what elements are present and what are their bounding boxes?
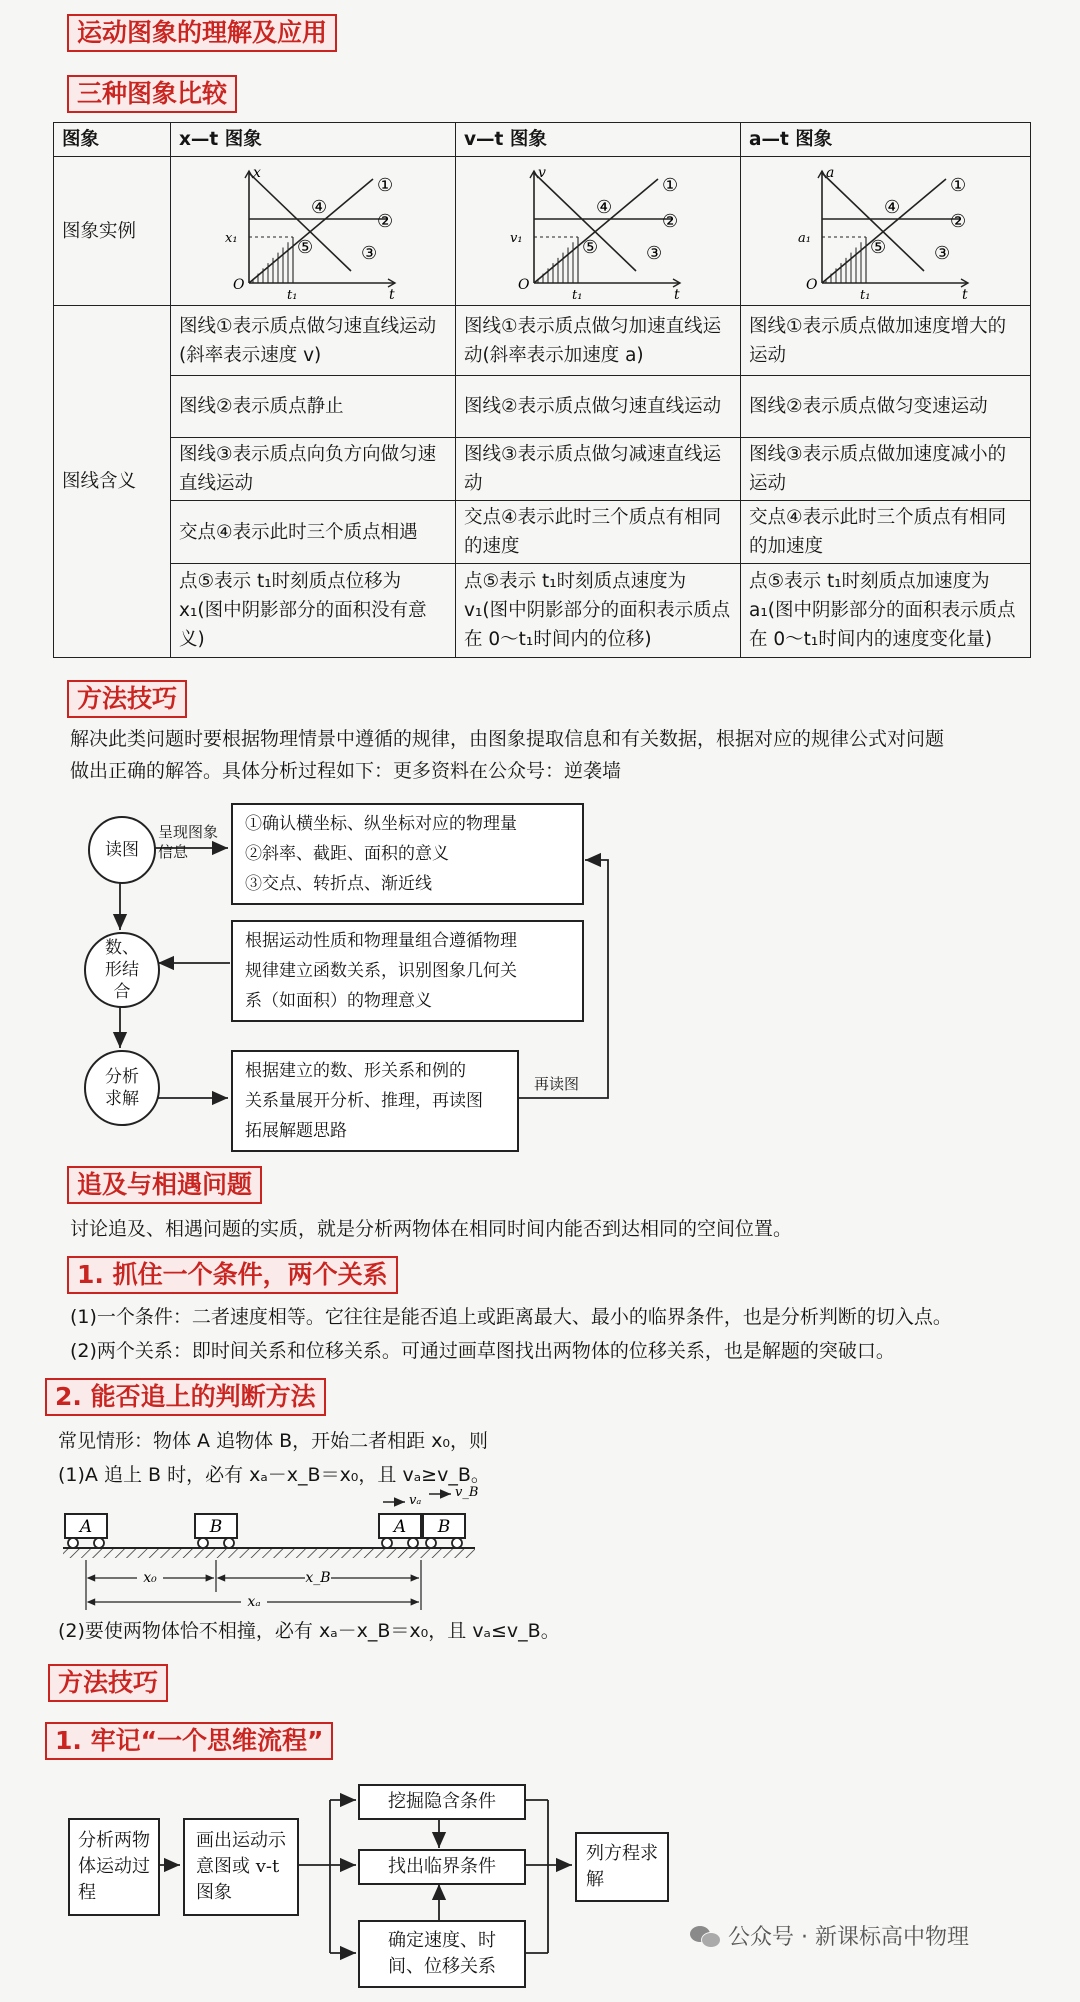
flow2-step-label: 确定速度、时间、位移关系 (388, 1930, 496, 1977)
flow2-step-label: 分析两物体运动过程 (78, 1830, 150, 1903)
cart-label: B (209, 1517, 223, 1537)
flow-step-label: 数、形结合 (105, 938, 139, 1002)
chase-diagram (55, 1482, 495, 1622)
flow2-step-hidden (358, 1784, 526, 1820)
compare-heading: 三种图象比较 (67, 75, 237, 113)
line-mark: ⑤ (869, 237, 886, 258)
watermark (690, 1920, 969, 1951)
chase-heading: 追及与相遇问题 (67, 1166, 262, 1204)
table-cell: 交点④表示此时三个质点有相同的加速度 (741, 501, 1031, 564)
chase-point: (2)两个关系：即时间关系和位移关系。可通过画草图找出两物体的位移关系，也是解题的突破口。 (70, 1340, 895, 1362)
value-label: v₁ (510, 231, 523, 246)
comparison-table (53, 122, 1031, 658)
graph-cell (171, 157, 456, 306)
table-cell: 点⑤表示 t₁时刻质点速度为 v₁(图中阴影部分的面积表示质点在 0～t₁时间内的位移) (456, 564, 741, 658)
table-row (54, 564, 1031, 658)
time-label: t₁ (287, 288, 298, 301)
flow-box-line: 关系量展开分析、推理，再读图 (245, 1091, 483, 1111)
thinking-flow-heading: 1. 牢记“一个思维流程” (45, 1722, 333, 1760)
cart-label: B (437, 1517, 451, 1537)
axis-label: v (538, 165, 546, 181)
table-header-row (54, 123, 1031, 157)
graph-line-1 (249, 179, 373, 283)
flow-box-line: 系（如面积）的物理意义 (245, 991, 432, 1011)
cart-a-end (379, 1514, 421, 1548)
row-label-meaning: 图线含义 (54, 306, 171, 658)
flow2-step-analyze (68, 1818, 160, 1916)
flow2-step-relations (358, 1920, 526, 1988)
line-mark: ② (377, 211, 394, 232)
chase-intro: 讨论追及、相遇问题的实质，就是分析两物体在相同时间内能否到达相同的空间位置。 (70, 1218, 793, 1240)
flow-box-solve (231, 1050, 519, 1152)
flow-box-read (231, 803, 584, 905)
flow-step-combine (84, 932, 160, 1008)
velocity-a-label: vₐ (409, 1493, 422, 1508)
chase-sub1-heading: 1. 抓住一个条件，两个关系 (67, 1256, 398, 1294)
axis-label: t (674, 287, 680, 301)
cart-b-end (423, 1514, 465, 1548)
table-row-examples (54, 157, 1031, 306)
line-mark: ① (662, 175, 679, 196)
flow2-step-label: 挖掘隐含条件 (388, 1791, 496, 1812)
line-mark: ④ (311, 197, 328, 218)
flow-box-line: ②斜率、截距、面积的意义 (245, 844, 449, 864)
flow-box-line: ③交点、转折点、渐近线 (245, 874, 432, 894)
chase-sub2-heading: 2. 能否追上的判断方法 (45, 1378, 326, 1416)
line-mark: ② (949, 211, 966, 232)
table-cell: 图线①表示质点做匀速直线运动(斜率表示速度 v) (171, 306, 456, 376)
watermark-text: 公众号 · 新课标高中物理 (728, 1925, 969, 1950)
axis-label: t (961, 287, 968, 301)
line-mark: ① (949, 175, 966, 196)
velocity-b-label: v_B (455, 1485, 479, 1500)
wechat-icon (690, 1924, 720, 1948)
flow-edge-label: 呈现图象信息 (158, 823, 219, 861)
method-heading-2: 方法技巧 (48, 1664, 168, 1702)
flow2-step-label: 画出运动示意图或 v-t 图象 (196, 1830, 286, 1903)
table-row (54, 306, 1031, 376)
flow2-step-label: 列方程求解 (586, 1843, 658, 1890)
line-mark: ③ (361, 243, 378, 264)
table-cell: 图线③表示质点向负方向做匀速直线运动 (171, 438, 456, 501)
flow-box-combine (231, 920, 584, 1022)
flow2-step-label: 找出临界条件 (388, 1856, 496, 1877)
flow-back-label: 再读图 (534, 1075, 580, 1093)
method-text-line: 做出正确的解答。具体分析过程如下：更多资料在公众号：逆袭墙 (70, 760, 622, 782)
line-mark: ② (662, 211, 679, 232)
cart-b-start (195, 1514, 237, 1548)
axis-label: x (253, 165, 261, 181)
line-mark: ⑤ (297, 237, 314, 258)
flow-box-line: 规律建立函数关系，识别图象几何关 (245, 961, 517, 981)
flow2-step-equation (575, 1832, 669, 1902)
origin-label: O (518, 277, 530, 293)
table-row (54, 438, 1031, 501)
table-cell: 图线②表示质点静止 (171, 376, 456, 438)
distance-x0-label: x₀ (143, 1570, 157, 1586)
table-header: a—t 图象 (741, 123, 1031, 157)
flow2-step-draw (183, 1818, 299, 1916)
table-header: 图象 (54, 123, 171, 157)
distance-xb-label: x_B (305, 1570, 331, 1586)
cart-a-start (65, 1514, 107, 1548)
flow-box-line: 拓展解题思路 (245, 1121, 347, 1141)
table-cell: 图线③表示质点做加速度减小的运动 (741, 438, 1031, 501)
time-label: t₁ (572, 288, 583, 301)
chase-condition: (2)要使两物体恰不相撞，必有 xₐ－x_B＝x₀，且 vₐ≤v_B。 (58, 1620, 560, 1642)
table-header: v—t 图象 (456, 123, 741, 157)
line-mark: ① (377, 175, 394, 196)
table-cell: 交点④表示此时三个质点相遇 (171, 501, 456, 564)
line-mark: ④ (883, 197, 900, 218)
flow-step-label: 分析求解 (105, 1067, 139, 1109)
method-text-line: 解决此类问题时要根据物理情景中遵循的规律，由图象提取信息和有关数据，根据对应的规律公式对问题 (70, 728, 945, 750)
xt-graph (223, 161, 403, 301)
flow-step-read (88, 816, 156, 884)
graph-cell (741, 157, 1031, 306)
flow-box-line: 根据建立的数、形关系和例的 (245, 1061, 466, 1081)
chase-case: 常见情形：物体 A 追物体 B，开始二者相距 x₀，则 (58, 1430, 489, 1452)
method-heading: 方法技巧 (67, 680, 187, 718)
value-label: x₁ (225, 231, 238, 246)
line-mark: ⑤ (582, 237, 599, 258)
table-cell: 图线③表示质点做匀减速直线运动 (456, 438, 741, 501)
cart-label: A (79, 1517, 93, 1537)
origin-label: O (233, 277, 245, 293)
table-cell: 图线①表示质点做匀加速直线运动(斜率表示加速度 a) (456, 306, 741, 376)
flow-box-line: ①确认横坐标、纵坐标对应的物理量 (245, 814, 517, 834)
line-mark: ④ (596, 197, 613, 218)
table-cell: 点⑤表示 t₁时刻质点加速度为 a₁(图中阴影部分的面积表示质点在 0～t₁时间内的速度变化量) (741, 564, 1031, 658)
axis-label: t (389, 287, 395, 301)
chase-point: (1)一个条件：二者速度相等。它往往是能否追上或距离最大、最小的临界条件，也是分析判断的切入点。 (70, 1306, 952, 1328)
table-cell: 图线②表示质点做匀速直线运动 (456, 376, 741, 438)
table-cell: 图线②表示质点做匀变速运动 (741, 376, 1031, 438)
table-row (54, 501, 1031, 564)
flow-step-solve (84, 1050, 160, 1126)
table-header: x—t 图象 (171, 123, 456, 157)
graph-line-1 (534, 179, 658, 283)
axis-label: a (825, 165, 834, 181)
table-cell: 点⑤表示 t₁时刻质点位移为 x₁(图中阴影部分的面积没有意义) (171, 564, 456, 658)
time-label: t₁ (859, 288, 870, 301)
origin-label: O (805, 277, 817, 293)
table-row (54, 376, 1031, 438)
flow-box-line: 根据运动性质和物理量组合遵循物理 (245, 931, 517, 951)
value-label: a₁ (797, 231, 811, 246)
graph-line-1 (822, 179, 946, 283)
line-mark: ③ (646, 243, 663, 264)
main-heading: 运动图象的理解及应用 (67, 14, 337, 52)
graph-cell (456, 157, 741, 306)
line-mark: ③ (933, 243, 950, 264)
at-graph (796, 161, 976, 301)
chase-condition: (1)A 追上 B 时，必有 xₐ－x_B＝x₀，且 vₐ≥v_B。 (58, 1464, 490, 1486)
cart-label: A (393, 1517, 407, 1537)
table-cell: 图线①表示质点做加速度增大的运动 (741, 306, 1031, 376)
flow-step-label: 读图 (105, 840, 139, 860)
table-cell: 交点④表示此时三个质点有相同的速度 (456, 501, 741, 564)
vt-graph (508, 161, 688, 301)
flow2-step-critical (358, 1849, 526, 1885)
row-label-examples: 图象实例 (54, 157, 171, 306)
distance-xa-label: xₐ (247, 1594, 261, 1610)
